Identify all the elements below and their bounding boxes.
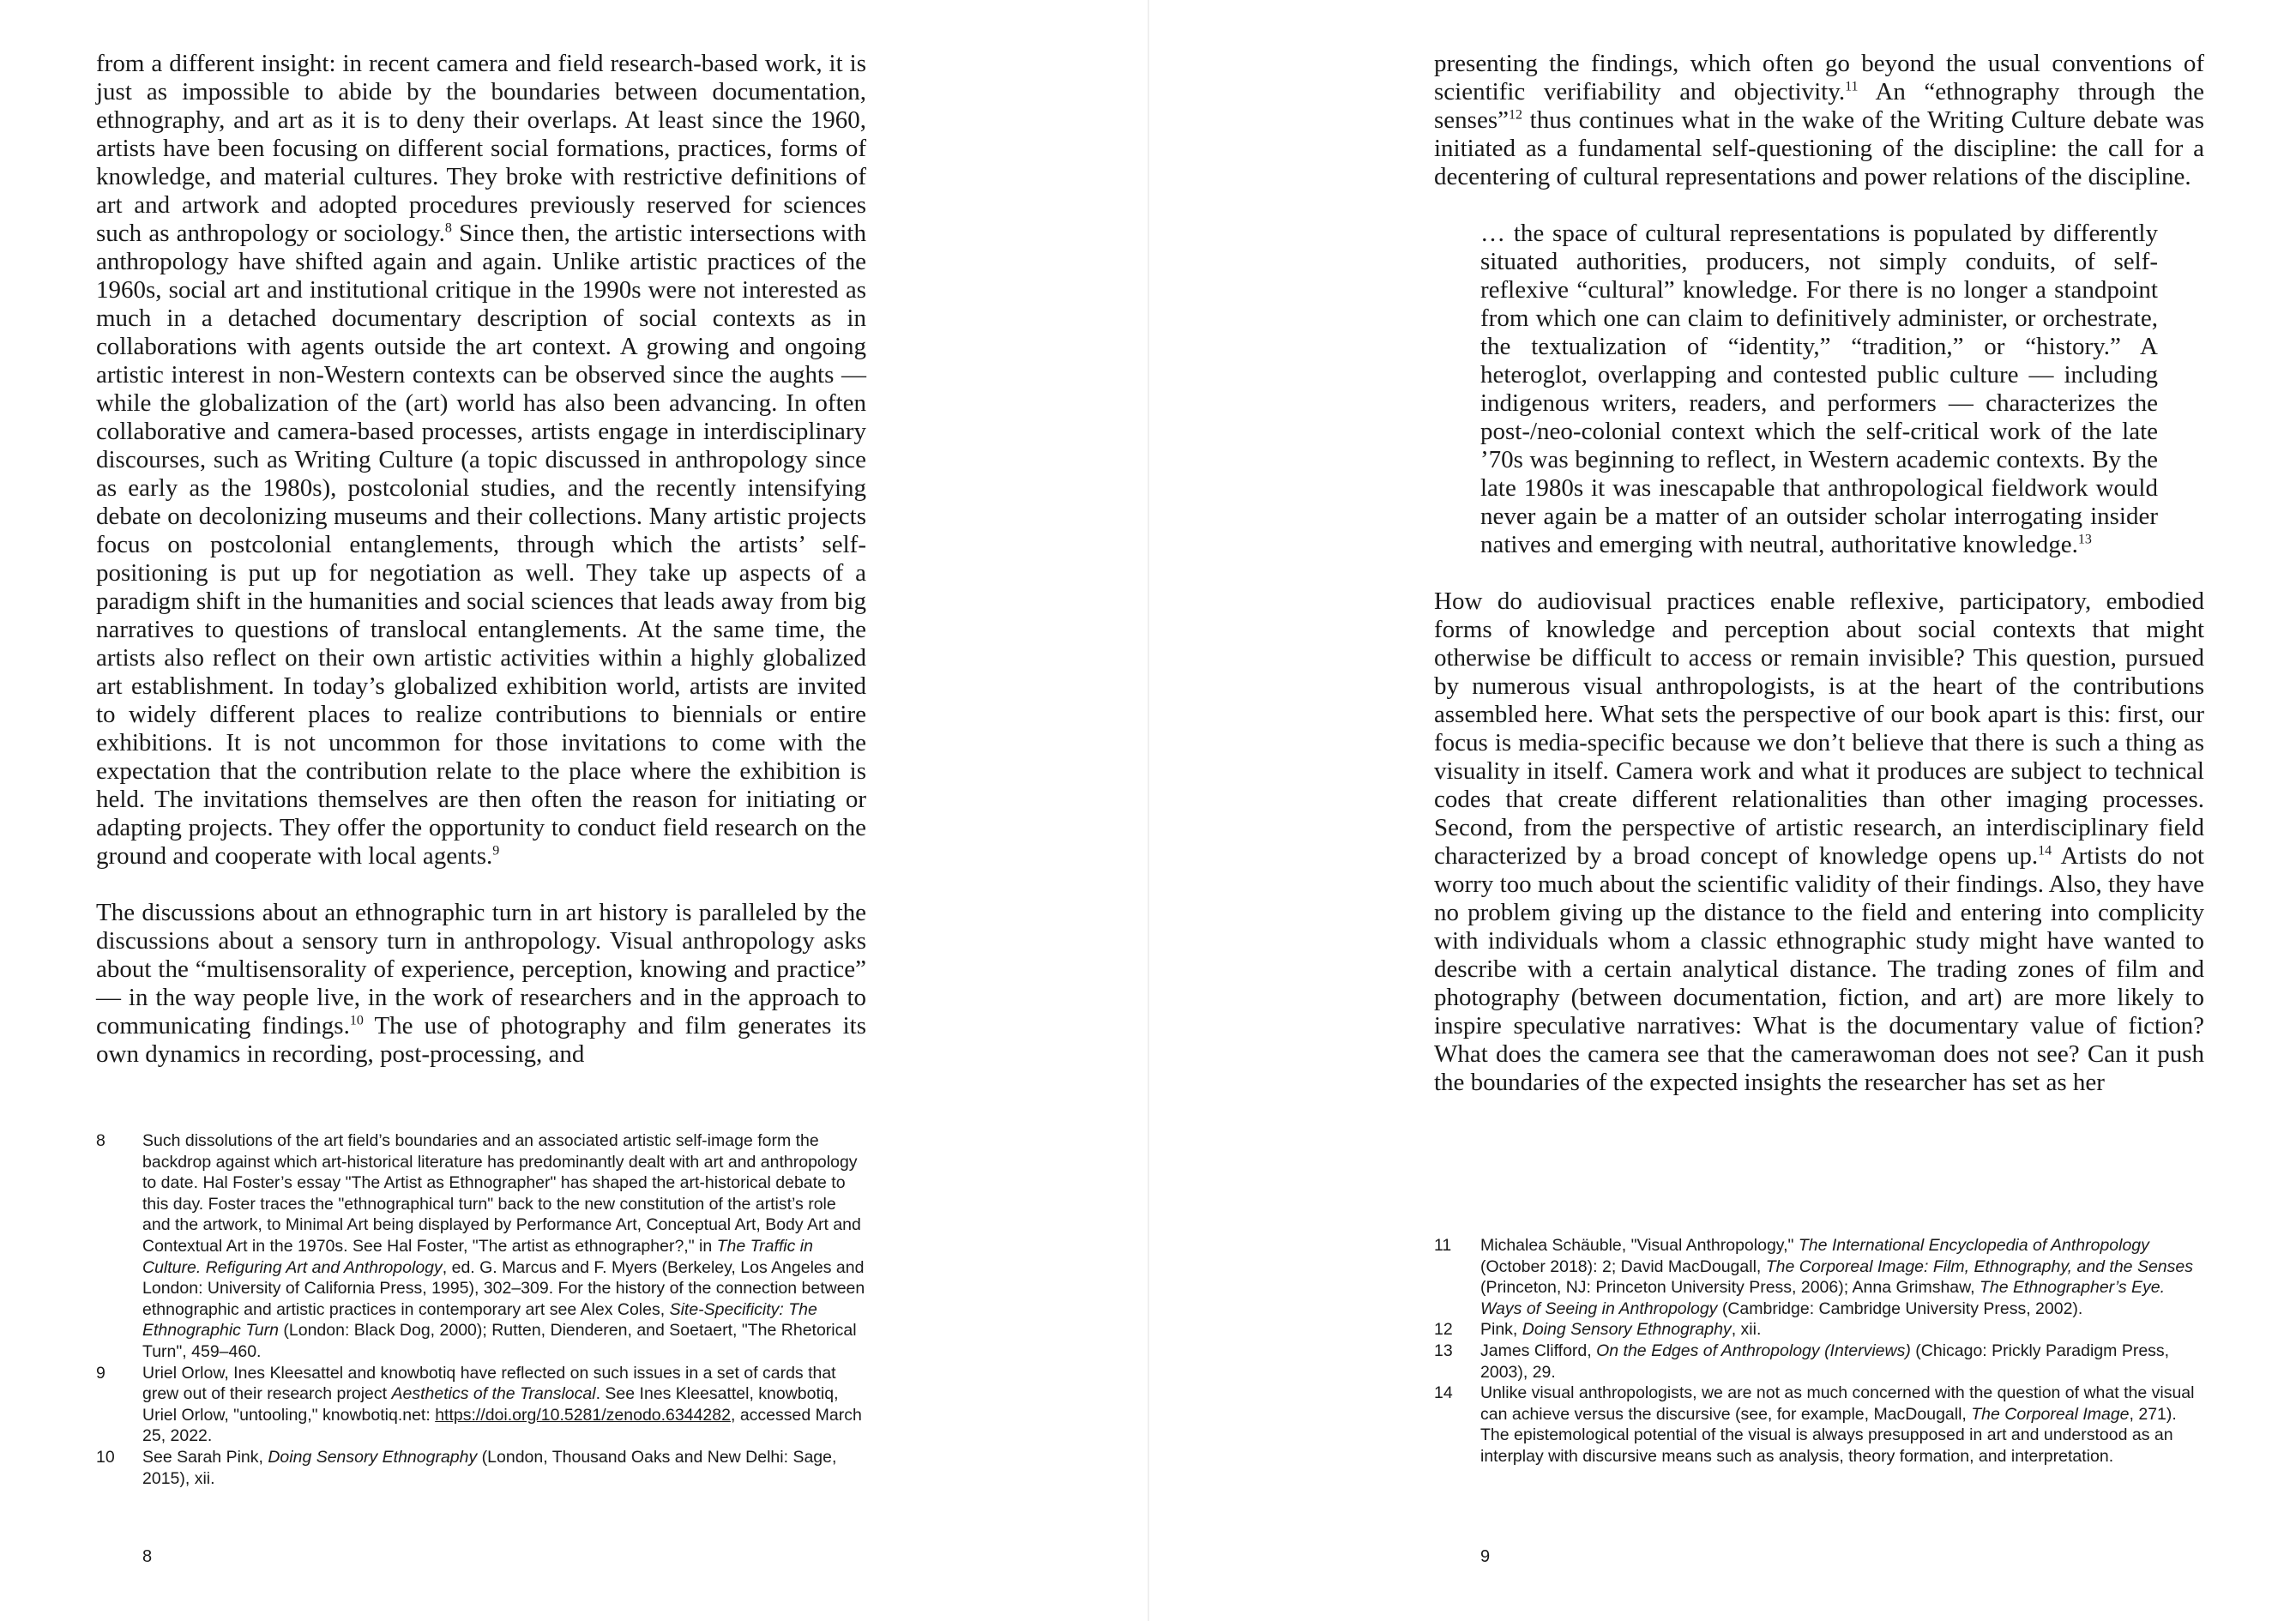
right-paragraph-1 [1434,50,2204,191]
title-italic: The International Encyclopedia of Anthropology [1798,1236,2149,1255]
footnote-text [142,1130,866,1363]
text-run: Unlike visual anthropologists, we are not as much concerned with the question of what the visual can achieve versus the discursive (see, for example, MacDougall, [1480,1383,2195,1424]
title-italic: On the Edges of Anthropology (Interviews) [1596,1341,1911,1360]
footnote-ref-14[interactable]: 14 [2038,843,2052,859]
title-italic: The Corporeal Image [1971,1404,2130,1424]
footnote-ref-13[interactable]: 13 [2077,532,2092,547]
text-run: , ed. G. Marcus and F. Myers (Berkeley, Los Angeles and London: University of California Press, 1995), 302–309. For the history of the connection between ethnographic and artistic practices in contemporary art see Alex Coles, [142,1257,865,1319]
text-run: (Chicago: Prickly Paradigm Press, 2003), 29. [1480,1341,2170,1382]
text-run: Pink, [1480,1320,1522,1340]
text-run: , xii. [1731,1320,1762,1340]
right-page [1149,0,2296,1621]
text-run: Artists do not worry too much about the scientific validity of their findings. Also, they have no problem giving up the distance to the field and entering into complicity with individuals whom a classic ethnographic study might have wanted to describe with a certain analytical distance. The trading zones of film and photography (between documentation, fiction, and art) are more likely to inspire speculative narratives: What is the documentary value of fiction? What does the camera see that the camerawoman does not see? Can it push the boundaries of the expected insights the researcher has set as her [1434,842,2204,1096]
footnote-ref-10[interactable]: 10 [349,1013,364,1028]
footnote-12 [1434,1319,2204,1341]
footnote-13 [1434,1341,2204,1383]
footnote-text [1480,1341,2204,1383]
title-italic: Doing Sensory Ethnography [1522,1320,1732,1340]
text-run: . See Ines Kleesattel, knowbotiq, Uriel Orlow, "untooling," knowbotiq.net: [142,1384,839,1425]
text-run: Uriel Orlow, Ines Kleesattel and knowbotiq have reflected on such issues in a set of cards that grew out of their research project [142,1363,836,1404]
footnote-ref-12[interactable]: 12 [1508,107,1522,123]
footnote-number: 11 [1434,1236,1452,1255]
text-run: Such dissolutions of the art field’s boundaries and an associated artistic self-image form the backdrop against which art-historical literature has predominantly dealt with art and anthropology to date. Hal Foster’s essay "The Artist as Ethnographer" has shaped the art-historical debate to this day. Foster traces the "ethnographical turn" back to the new constitution of the artist’s role and the artwork, to Minimal Art being displayed by Performance Art, Conceptual Art, Body Art and Contextual Art in the 1970s. See Hal Foster, "The artist as ethnographer?," in [142,1131,861,1256]
text-run: James Clifford, [1480,1341,1597,1360]
text-run: The use of photography and film generates its own dynamics in recording, post-processing, and [96,1012,866,1068]
footnote-ref-8[interactable]: 8 [444,220,452,236]
text-run: (London: Black Dog, 2000); Rutten, Dienderen, and Soetaert, "The Rhetorical Turn", 459–460. [142,1321,857,1361]
right-paragraph-2 [1434,588,2204,1097]
block-quote [1480,220,2158,559]
text-run: from a different insight: in recent camera and field research-based work, it is just as impossible to abide by the boundaries between documentation, ethnography, and art as it is to deny their overlaps. At least since the 1960, artists have been focusing on different social formations, practices, forms of knowledge, and material cultures. They broke with restrictive definitions of art and artwork and adopted procedures previously reserved for sciences such as anthropology or sociology. [96,50,866,247]
text-run: See Sarah Pink, [142,1447,268,1467]
text-run: (Princeton, NJ: Princeton University Press, 2006); Anna Grimshaw, [1480,1278,1980,1298]
left-body-text [96,50,866,1069]
footnote-text [1480,1319,2204,1341]
footnote-number: 10 [96,1447,115,1467]
text-run: Michalea Schäuble, "Visual Anthropology," [1480,1236,1799,1255]
footnote-ref-11[interactable]: 11 [1845,79,1859,94]
footnote-text [142,1363,866,1447]
title-italic: The Traffic in Culture. Refiguring Art and Anthropology [142,1236,813,1277]
right-footnotes [1434,1235,2204,1467]
text-run: Since then, the artistic intersections with anthropology have shifted again and again. Unlike artistic practices of the 1960s, social art and institutional critique in the 1990s were not interested as much in a detached documentary description of social contexts as in collaborations with agents outside the art context. A growing and ongoing artistic interest in non-Western contexts can be observed since the aughts — while the globalization of the (art) world has also been advancing. In often collaborative and camera-based processes, artists engage in interdisciplinary discourses, such as Writing Culture (a topic discussed in anthropology since as early as the 1980s), postcolonial studies, and the recently intensifying debate on decolonizing museums and their collections. Many artistic projects focus on postcolonial entanglements, through which the artists’ self-positioning is put up for negotiation as well. They take up aspects of a paradigm shift in the humanities and social sciences that leads away from big narratives to questions of translocal entanglements. At the same time, the artists also reflect on their own artistic activities within a highly globalized art establishment. In today’s globalized exhibition world, artists are invited to widely different places to realize contributions to biennials or entire exhibitions. It is not uncommon for those invitations to come with the expectation that the contribution relate to the place where the exhibition is held. The invitations themselves are then often the reason for initiating or adapting projects. They offer the opportunity to conduct field research on the ground and cooperate with local agents. [96,220,866,870]
footnote-9 [96,1363,866,1447]
left-footnotes [96,1130,866,1489]
footnote-14 [1434,1383,2204,1467]
footnote-text [1480,1235,2204,1319]
footnote-number: 12 [1434,1320,1453,1340]
footnote-8 [96,1130,866,1363]
footnote-10 [96,1447,866,1489]
text-run: … the space of cultural representations is populated by differently situated authorities, producers, not simply conduits, of self-reflexive “cultural” knowledge. For there is no longer a standpoint from which one can claim to definitively administer, or orchestrate, the textualization of “identity,” “tradition,” or “history.” A heteroglot, overlapping and contested public culture — including indigenous writers, readers, and performers — characterizes the post-/neo-colonial context which the self-critical work of the late ’70s was beginning to reflect, in Western academic contexts. By the late 1980s it was inescapable that anthropological fieldwork would never again be a matter of an outsider scholar interrogating insider natives and emerging with neutral, authoritative knowledge. [1480,220,2158,558]
text-run: The discussions about an ethnographic turn in art history is paralleled by the discussions about a sensory turn in anthropology. Visual anthropology asks about the “multisensorality of experience, perception, knowing and practice” — in the way people live, in the work of researchers and in the approach to communicating findings. [96,899,866,1039]
right-body-text [1434,50,2204,1097]
text-run: , 271). The epistemological potential of the visual is always presupposed in art and understood as an interplay with discursive means such as analysis, theory formation, and interpretation. [1480,1404,2177,1466]
footnote-11 [1434,1235,2204,1319]
text-run: (Cambridge: Cambridge University Press, 2002). [1717,1299,2083,1318]
text-run: An “ethnography through the senses” [1434,78,2204,134]
text-run: thus continues what in the wake of the Writing Culture debate was initiated as a fundamental self-questioning of the discipline: the call for a decentering of cultural representations and power relations of the discipline. [1434,106,2204,190]
text-run: (London, Thousand Oaks and New Delhi: Sage, 2015), xii. [142,1447,837,1488]
text-run: presenting the findings, which often go beyond the usual conventions of scientific verifiability and objectivity. [1434,50,2204,105]
page-number: 8 [142,1547,153,1566]
footnote-ref-9[interactable]: 9 [492,843,500,859]
footnote-text [1480,1383,2204,1467]
text-run: How do audiovisual practices enable reflexive, participatory, embodied forms of knowledge and perception about social contexts that might otherwise be difficult to access or remain invisible? This question, pursued by numerous visual anthropologists, is at the heart of the contributions assembled here. What sets the perspective of our book apart is this: first, our focus is media-specific because we don’t believe that there is such a thing as visuality in itself. Camera work and what it produces are subject to technical codes that create different relationalities than other imaging processes. Second, from the perspective of artistic research, an interdisciplinary field characterized by a broad concept of knowledge opens up. [1434,588,2204,870]
left-paragraph-2 [96,899,866,1069]
footnote-number: 8 [96,1131,105,1150]
left-paragraph-1 [96,50,866,871]
page-number: 9 [1480,1547,1491,1566]
footnote-text [142,1447,866,1489]
title-italic: The Ethnographer’s Eye. Ways of Seeing in Anthropology [1480,1278,2166,1318]
footnote-number: 14 [1434,1383,1453,1403]
title-italic: Doing Sensory Ethnography [268,1447,478,1467]
title-italic: Site-Specificity: The Ethnographic Turn [142,1299,817,1341]
text-run: (October 2018): 2; David MacDougall, [1480,1256,1766,1276]
title-italic: The Corporeal Image: Film, Ethnography, and the Senses [1765,1256,2193,1276]
footnote-number: 9 [96,1363,105,1383]
doi-link[interactable]: https://doi.org/10.5281/zenodo.6344282 [435,1405,731,1425]
text-run: , accessed March 25, 2022. [142,1405,862,1446]
footnote-number: 13 [1434,1341,1453,1360]
title-italic: Aesthetics of the Translocal [391,1384,596,1404]
